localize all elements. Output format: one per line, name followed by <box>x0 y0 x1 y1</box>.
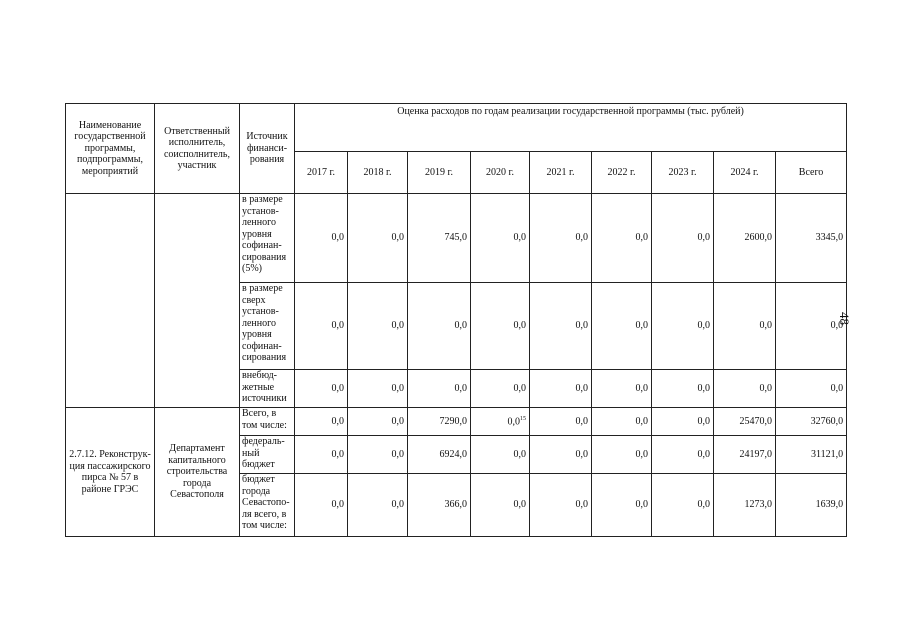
value-cell: 0,0 <box>295 194 348 283</box>
group1-name-cell <box>66 194 155 408</box>
value-cell: 0,0 <box>592 194 652 283</box>
page-number: 48 <box>837 312 852 325</box>
value-cell: 0,0 <box>471 474 530 537</box>
value-cell: 0,0 <box>471 436 530 474</box>
table-row <box>66 408 847 436</box>
value-cell: 7290,0 <box>408 408 471 436</box>
value-cell: 0,0 <box>592 408 652 436</box>
header-year: 2019 г. <box>408 152 471 194</box>
header-row-1 <box>66 104 847 152</box>
value-cell: 0,0 <box>652 194 714 283</box>
value-cell: 0,0 <box>530 370 592 408</box>
header-total: Всего <box>776 152 847 194</box>
value-cell: 0,0 <box>348 408 408 436</box>
value-cell: 0,0 <box>348 194 408 283</box>
value-cell: 0,0 <box>348 436 408 474</box>
value-cell: 1639,0 <box>776 474 847 537</box>
value-cell: 0,0 <box>652 436 714 474</box>
value-cell: 31121,0 <box>776 436 847 474</box>
value-cell: 0,0 <box>652 474 714 537</box>
value-cell: 0,0 <box>592 283 652 370</box>
header-source: Источник финанси-рования <box>240 104 295 194</box>
value-cell: 0,0 <box>295 474 348 537</box>
header-year: 2021 г. <box>530 152 592 194</box>
value-cell: 0,0 <box>530 408 592 436</box>
value-cell-footnoted <box>471 408 530 436</box>
header-year: 2018 г. <box>348 152 408 194</box>
value-cell: 0,0 <box>471 283 530 370</box>
source-cell: Всего, в том числе: <box>240 408 295 436</box>
value-cell: 3345,0 <box>776 194 847 283</box>
value-cell: 0,0 <box>652 408 714 436</box>
value-cell: 2600,0 <box>714 194 776 283</box>
header-year: 2020 г. <box>471 152 530 194</box>
header-name: Наименование государственной программы, подпрограммы, мероприятий <box>66 104 155 194</box>
value-cell: 0,0 <box>530 283 592 370</box>
header-year: 2022 г. <box>592 152 652 194</box>
source-cell: федераль-ный бюджет <box>240 436 295 474</box>
value-cell: 0,0 <box>592 370 652 408</box>
source-cell: внебюд-жетные источники <box>240 370 295 408</box>
value-cell: 0,0 <box>471 194 530 283</box>
value-cell: 24197,0 <box>714 436 776 474</box>
table-row <box>66 194 847 283</box>
value-cell: 0,0 <box>592 474 652 537</box>
value-cell: 0,0 <box>348 370 408 408</box>
header-estimate: Оценка расходов по годам реализации государственной программы (тыс. рублей) <box>295 104 847 152</box>
value-cell: 0,0 <box>295 283 348 370</box>
value-cell: 0,0 <box>348 474 408 537</box>
value-cell: 32760,0 <box>776 408 847 436</box>
value-cell: 0,0 <box>471 370 530 408</box>
footnote-mark: 15 <box>520 415 526 422</box>
value-cell: 1273,0 <box>714 474 776 537</box>
measure-name: 2.7.12. Реконструк-ция пассажирского пирса № 57 в районе ГРЭС <box>66 408 155 537</box>
value-cell: 366,0 <box>408 474 471 537</box>
value-cell: 0,0 <box>530 474 592 537</box>
header-executor: Ответственный исполнитель, соисполнитель, участник <box>155 104 240 194</box>
source-cell: в размере установ-ленного уровня софинан-сирования (5%) <box>240 194 295 283</box>
measure-executor: Департамент капитального строительства города Севастополя <box>155 408 240 537</box>
value-cell: 745,0 <box>408 194 471 283</box>
value-cell: 0,0 <box>295 408 348 436</box>
value-cell: 0,0 <box>408 370 471 408</box>
value-cell: 0,0 <box>530 436 592 474</box>
value-cell: 0,0 <box>530 194 592 283</box>
value-cell: 25470,0 <box>714 408 776 436</box>
value-text: 0,0 <box>507 415 520 427</box>
value-cell: 0,0 <box>652 283 714 370</box>
value-cell: 0,0 <box>714 370 776 408</box>
header-year: 2024 г. <box>714 152 776 194</box>
source-cell: бюджет города Севастопо-ля всего, в том числе: <box>240 474 295 537</box>
value-cell: 0,0 <box>295 436 348 474</box>
value-cell: 0,0 <box>348 283 408 370</box>
value-cell: 0,0 <box>295 370 348 408</box>
value-cell: 0,0 <box>592 436 652 474</box>
value-cell: 0,0 <box>714 283 776 370</box>
source-cell: в размере сверх установ-ленного уровня софинан-сирования <box>240 283 295 370</box>
group1-executor-cell <box>155 194 240 408</box>
value-cell: 0,0 <box>652 370 714 408</box>
header-year: 2023 г. <box>652 152 714 194</box>
value-cell: 0,0 <box>408 283 471 370</box>
value-cell: 0,0 <box>776 370 847 408</box>
value-cell: 0,0 <box>776 283 847 370</box>
value-cell: 6924,0 <box>408 436 471 474</box>
budget-table <box>65 103 847 537</box>
header-year: 2017 г. <box>295 152 348 194</box>
